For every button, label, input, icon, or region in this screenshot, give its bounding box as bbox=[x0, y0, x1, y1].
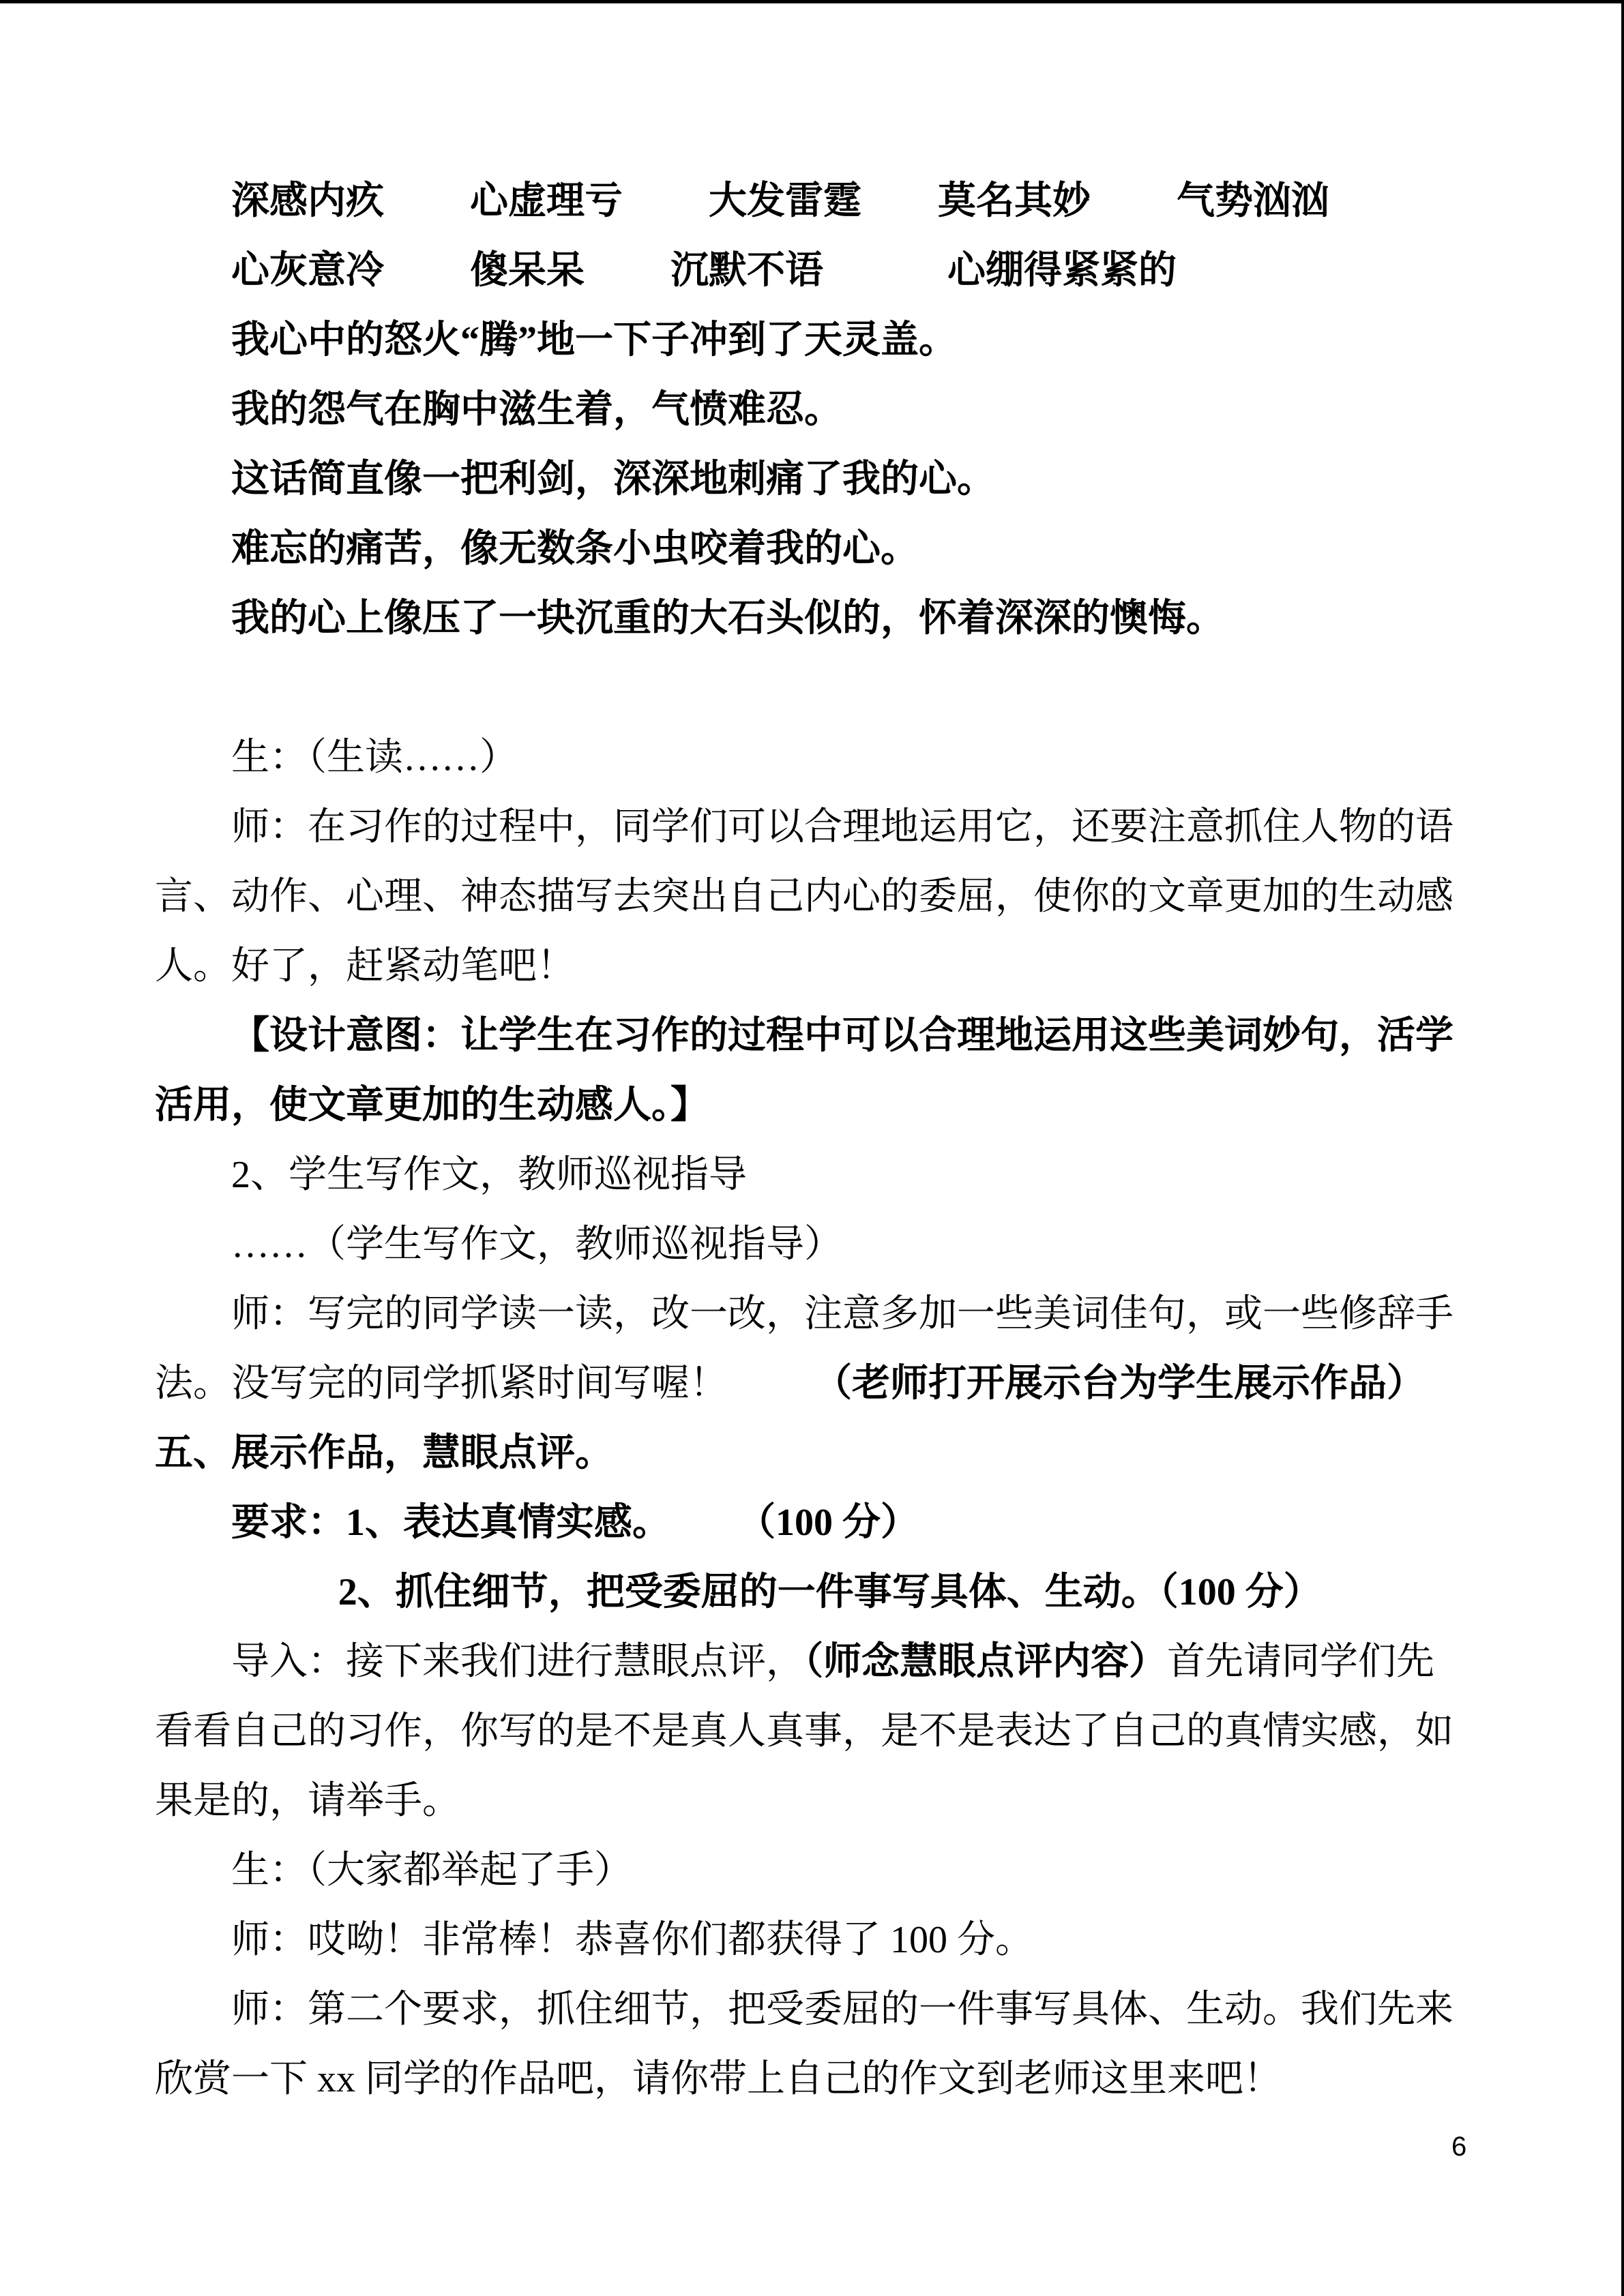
text-line bbox=[155, 862, 1475, 931]
text-line bbox=[155, 445, 1475, 514]
text-segment: 导入：接下来我们进行慧眼点评， bbox=[231, 1641, 804, 1683]
text-segment: 要求：1、表达真情实感。 bbox=[231, 1502, 651, 1544]
text-segment: 生：（大家都举起了手） bbox=[231, 1849, 632, 1892]
text-line bbox=[155, 1627, 1475, 1697]
text-segment: 我的心上像压了一块沉重的大石头似的，怀着深深的懊悔。 bbox=[231, 597, 1224, 640]
text-line bbox=[155, 166, 1475, 236]
text-line bbox=[155, 1210, 1475, 1279]
text-segment: （师念慧眼点评内容） bbox=[804, 1641, 1167, 1683]
text-line bbox=[155, 1905, 1475, 1975]
text-segment bbox=[728, 1362, 814, 1405]
text-segment: 2、学生写作文，教师巡视指导 bbox=[231, 1154, 747, 1196]
text-segment: 首先请同学们先 bbox=[1167, 1641, 1434, 1683]
text-segment: 言、动作、心理、神态描写去突出自己内心的委屈，使你的文章更加的生动感 bbox=[155, 876, 1453, 918]
text-line bbox=[155, 375, 1475, 445]
text-segment: 活用，使文章更加的生动感人。】 bbox=[155, 1084, 709, 1127]
text-line bbox=[155, 792, 1475, 862]
text-segment: 2、抓住细节，把受委屈的一件事写具体、生动。（100 分） bbox=[338, 1571, 1322, 1613]
text-segment: 欣赏一下 xx 同学的作品吧，请你带上自己的作文到老师这里来吧！ bbox=[155, 2058, 1282, 2100]
text-segment: 我心中的怒火“腾”地一下子冲到了天灵盖。 bbox=[231, 319, 957, 361]
text-line bbox=[155, 2044, 1475, 2114]
text-segment: 【设计意图：让学生在习作的过程中可以合理地运用这些美词妙句，活学 bbox=[231, 1015, 1453, 1057]
text-line bbox=[155, 1975, 1475, 2044]
text-line bbox=[155, 584, 1475, 653]
text-segment bbox=[651, 1502, 737, 1544]
text-line bbox=[155, 1001, 1475, 1071]
text-segment: 师：写完的同学读一读，改一改，注意多加一些美词佳句，或一些修辞手 bbox=[231, 1293, 1453, 1335]
blank-line bbox=[155, 653, 1475, 723]
text-segment: （100 分） bbox=[737, 1502, 919, 1544]
page-right-border bbox=[1621, 0, 1624, 2296]
text-line bbox=[155, 1488, 1475, 1557]
text-line bbox=[155, 1836, 1475, 1905]
text-line bbox=[155, 1071, 1475, 1140]
text-segment: 师：第二个要求，抓住细节，把受委屈的一件事写具体、生动。我们先来 bbox=[231, 1988, 1453, 2031]
text-line bbox=[155, 1557, 1475, 1627]
text-segment: 师：在习作的过程中，同学们可以合理地运用它，还要注意抓住人物的语 bbox=[231, 806, 1453, 848]
page-top-border bbox=[0, 0, 1624, 3]
text-segment: 果是的，请举手。 bbox=[155, 1780, 460, 1822]
text-line bbox=[155, 1279, 1475, 1349]
text-segment: 法。没写完的同学抓紧时间写喔！ bbox=[155, 1362, 728, 1405]
text-line bbox=[155, 1418, 1475, 1488]
text-segment: 深感内疚 心虚理亏 大发雷霆 莫名其妙 气势汹汹 bbox=[231, 180, 1329, 222]
text-line bbox=[155, 723, 1475, 792]
text-line bbox=[155, 1697, 1475, 1766]
text-segment: ……（学生写作文，教师巡视指导） bbox=[231, 1223, 842, 1266]
text-segment: 心灰意冷 傻呆呆 沉默不语 心绷得紧紧的 bbox=[231, 250, 1177, 292]
text-segment: 难忘的痛苦，像无数条小虫咬着我的心。 bbox=[231, 528, 919, 570]
text-segment: 我的怨气在胸中滋生着，气愤难忍。 bbox=[231, 389, 842, 431]
text-segment: 生：（生读……） bbox=[231, 736, 518, 779]
text-line bbox=[155, 1140, 1475, 1210]
text-segment: 师：哎呦！非常棒！恭喜你们都获得了 100 分。 bbox=[231, 1919, 1033, 1961]
text-segment: 五、展示作品，慧眼点评。 bbox=[155, 1432, 613, 1474]
page-number: 6 bbox=[1451, 2132, 1467, 2162]
text-line bbox=[155, 514, 1475, 584]
text-line bbox=[155, 236, 1475, 305]
text-segment: 这话简直像一把利剑，深深地刺痛了我的心。 bbox=[231, 458, 995, 501]
text-segment: 人。好了，赶紧动笔吧！ bbox=[155, 945, 575, 987]
text-line bbox=[155, 1766, 1475, 1836]
text-line bbox=[155, 305, 1475, 375]
text-segment: 看看自己的习作，你写的是不是真人真事，是不是表达了自己的真情实感，如 bbox=[155, 1710, 1453, 1753]
text-segment: （老师打开展示台为学生展示作品） bbox=[814, 1362, 1425, 1405]
text-line bbox=[155, 1349, 1475, 1418]
document-body bbox=[155, 166, 1475, 2114]
text-line bbox=[155, 931, 1475, 1001]
